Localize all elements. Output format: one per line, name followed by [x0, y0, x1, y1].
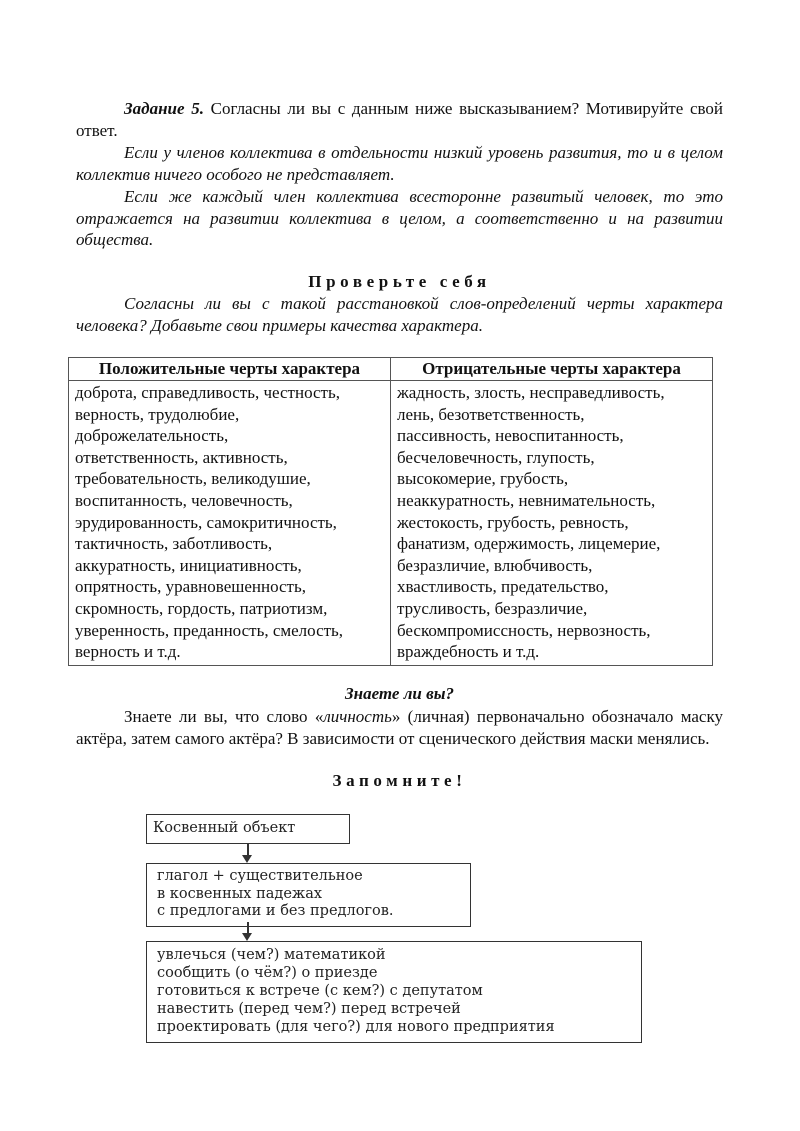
positive-trait-line: верность, трудолюбие,: [75, 404, 240, 424]
arrow-down-icon: [242, 855, 252, 863]
positive-trait-line: доброжелательность,: [75, 426, 229, 446]
positive-trait-line: эрудированность, самокритичность,: [75, 512, 337, 532]
rule-line: глагол + существительное: [157, 868, 363, 884]
task-5-paragraph: [76, 98, 723, 141]
table-row: [69, 381, 713, 666]
positive-trait-line: доброта, справедливость, честность,: [75, 383, 340, 402]
negative-trait-line: фанатизм, одержимость, лицемерие,: [397, 534, 661, 554]
indirect-object-label: Косвенный объект: [153, 820, 296, 836]
rule-line: в косвенных падежах: [157, 885, 323, 902]
negative-traits-cell: [391, 381, 713, 666]
check-yourself-text: Согласны ли вы с такой расстановкой слов-определений черты характера человека? Добавьте свои примеры качества характера.: [76, 294, 723, 335]
example-line: увлечься (чем?) математикой: [157, 947, 386, 963]
positive-trait-line: воспитанность, человечность,: [75, 490, 293, 510]
negative-trait-line: жадность, злость, несправедливость,: [397, 383, 665, 402]
positive-trait-line: опрятность, уравновешенность,: [75, 577, 306, 597]
positive-trait-line: верность и т.д.: [75, 642, 181, 662]
positive-trait-line: требовательность, великодушие,: [75, 469, 311, 489]
did-you-know-text-end: » (личная) первоначально обозначало маску актёра, затем самого актёра? В зависимости от сценического действия маски менялись.: [76, 707, 723, 748]
examples-box: [146, 941, 642, 1043]
character-traits-table: [68, 357, 713, 666]
negative-traits-header: Отрицательные черты характера: [391, 358, 713, 381]
table-header-row: [69, 358, 713, 381]
indirect-object-box: [146, 814, 350, 844]
positive-traits-header: Положительные черты характера: [69, 358, 391, 381]
check-yourself-heading: Проверьте себя: [308, 272, 491, 291]
positive-trait-line: тактичность, заботливость,: [75, 534, 273, 554]
positive-traits-cell: [69, 381, 391, 666]
rule-line: с предлогами и без предлогов.: [157, 903, 394, 919]
positive-trait-line: аккуратность, инициативность,: [75, 555, 302, 575]
positive-trait-line: скромность, гордость, патриотизм,: [75, 598, 328, 618]
arrow-down-icon: [242, 933, 252, 941]
negative-trait-line: трусливость, безразличие,: [397, 598, 588, 618]
quote-low-development: Если у членов коллектива в отдельности низкий уровень развития, то и в целом коллектив ничего особого не представляет.: [76, 143, 723, 184]
did-you-know-text-start: Знаете ли вы, что слово «: [124, 707, 324, 726]
negative-trait-line: бесчеловечность, глупость,: [397, 447, 595, 467]
negative-trait-line: враждебность и т.д.: [397, 642, 540, 662]
construction-rule-box: [146, 863, 471, 927]
example-line: проектировать (для чего?) для нового предприятия: [157, 1019, 555, 1035]
connector-line: [247, 922, 249, 933]
quote-high-development: Если же каждый член коллектива всесторонне развитый человек, то это отражается на развитии коллектива в целом, а соответственно и на развитии общества.: [76, 187, 723, 249]
negative-trait-line: жестокость, грубость, ревность,: [397, 512, 629, 532]
connector-line: [247, 843, 249, 855]
positive-trait-line: ответственность, активность,: [75, 447, 288, 467]
negative-trait-line: безразличие, влюбчивость,: [397, 555, 593, 575]
did-you-know-text: [76, 706, 723, 749]
negative-trait-line: хвастливость, предательство,: [397, 577, 609, 597]
positive-trait-line: уверенность, преданность, смелость,: [75, 620, 344, 640]
negative-trait-line: бескомпромиссность, нервозность,: [397, 620, 651, 640]
example-line: сообщить (о чём?) о приезде: [157, 965, 378, 981]
task-5-label: Задание 5.: [124, 99, 204, 118]
negative-trait-line: лень, безответственность,: [397, 404, 585, 424]
remember-heading: Запомните!: [332, 771, 467, 790]
task-5-text: Согласны ли вы с данным ниже высказыванием? Мотивируйте свой ответ.: [76, 99, 723, 140]
negative-trait-line: пассивность, невоспитанность,: [397, 426, 624, 446]
did-you-know-word: личность: [323, 707, 392, 726]
did-you-know-heading: Знаете ли вы?: [344, 684, 455, 703]
example-line: готовиться к встрече (с кем?) с депутатом: [157, 983, 483, 999]
example-line: навестить (перед чем?) перед встречей: [157, 1001, 461, 1017]
negative-trait-line: неаккуратность, невнимательность,: [397, 490, 656, 510]
negative-trait-line: высокомерие, грубость,: [397, 469, 569, 489]
